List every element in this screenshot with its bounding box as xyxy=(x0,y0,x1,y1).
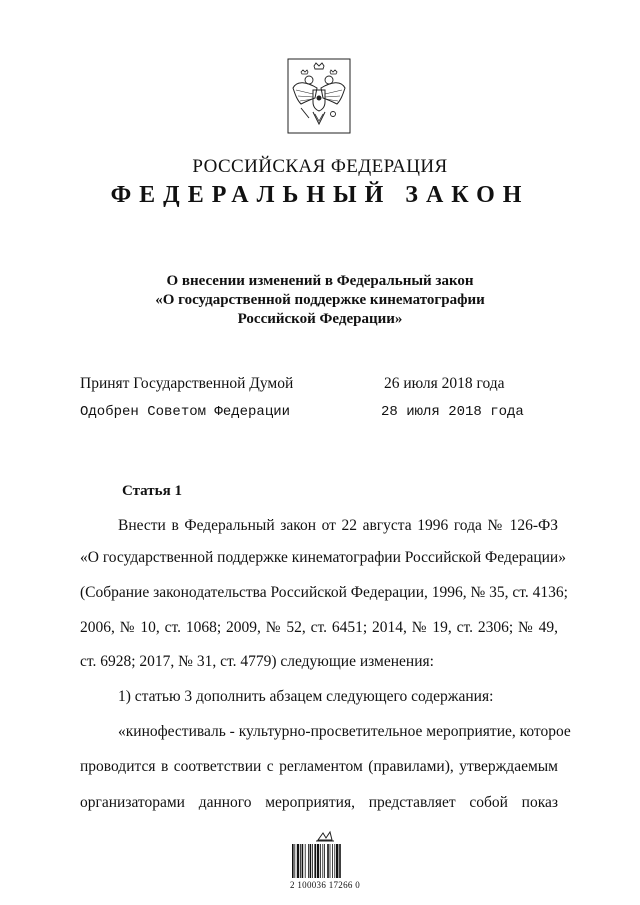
barcode xyxy=(290,844,360,878)
barcode-bar xyxy=(302,844,304,878)
article-heading: Статья 1 xyxy=(122,483,182,499)
article-text-line: 2006, № 10, ст. 1068; 2009, № 52, ст. 6451; 2014, № 19, ст. 2306; № 49, xyxy=(80,619,558,636)
barcode-bar xyxy=(297,844,299,878)
barcode-number: 2 100036 17266 0 xyxy=(290,880,361,890)
barcode-bar xyxy=(327,844,329,878)
article-text-line: проводится в соответствии с регламентом (правилами), утверждаемым xyxy=(80,758,558,775)
document-footer xyxy=(290,830,360,892)
barcode-bar xyxy=(292,844,294,878)
duma-adoption-date: 26 июля 2018 года xyxy=(384,375,505,392)
barcode-bar xyxy=(336,844,338,878)
barcode-bar xyxy=(332,844,333,878)
duma-adoption-label: Принят Государственной Думой xyxy=(80,375,294,392)
barcode-bar xyxy=(320,844,321,878)
document-stamp-icon xyxy=(290,830,360,844)
article-text-line: Внести в Федеральный закон от 22 августа 1996 года № 126-ФЗ xyxy=(118,517,558,534)
article-text-line: ст. 6928; 2017, № 31, ст. 4779) следующие изменения: xyxy=(80,653,434,670)
article-text-line: (Собрание законодательства Российской Федерации, 1996, № 35, ст. 4136; xyxy=(80,584,568,601)
article-text-line: 1) статью 3 дополнить абзацем следующего содержания: xyxy=(118,688,494,705)
law-type-heading: ФЕДЕРАЛЬНЫЙ ЗАКОН xyxy=(110,182,530,208)
barcode-bar xyxy=(339,844,341,878)
barcode-bar xyxy=(324,844,325,878)
barcode-bar xyxy=(308,844,309,878)
barcode-bar xyxy=(330,844,331,878)
barcode-bar xyxy=(334,844,335,878)
law-title-line-2: «О государственной поддержке кинематографии xyxy=(155,292,485,308)
council-approval-date: 28 июля 2018 года xyxy=(381,404,524,420)
barcode-bar xyxy=(310,844,312,878)
barcode-bar xyxy=(294,844,295,878)
article-text-line: организаторами данного мероприятия, представляет собой показ xyxy=(80,794,558,811)
barcode-bar xyxy=(312,844,313,878)
barcode-bar xyxy=(300,844,301,878)
country-name: РОССИЙСКАЯ ФЕДЕРАЦИЯ xyxy=(192,156,448,177)
coat-of-arms-emblem-icon xyxy=(287,58,351,134)
barcode-bar xyxy=(314,844,316,878)
barcode-bar xyxy=(322,844,323,878)
article-text-line: «кинофестиваль - культурно-просветительное мероприятие, которое xyxy=(118,723,571,740)
law-title-line-1: О внесении изменений в Федеральный закон xyxy=(166,273,474,289)
article-text-line: «О государственной поддержке кинематографии Российской Федерации» xyxy=(80,549,566,566)
barcode-bar xyxy=(305,844,306,878)
law-title-line-3: Российской Федерации» xyxy=(237,311,403,327)
council-approval-label: Одобрен Советом Федерации xyxy=(80,404,291,420)
barcode-bar xyxy=(317,844,319,878)
